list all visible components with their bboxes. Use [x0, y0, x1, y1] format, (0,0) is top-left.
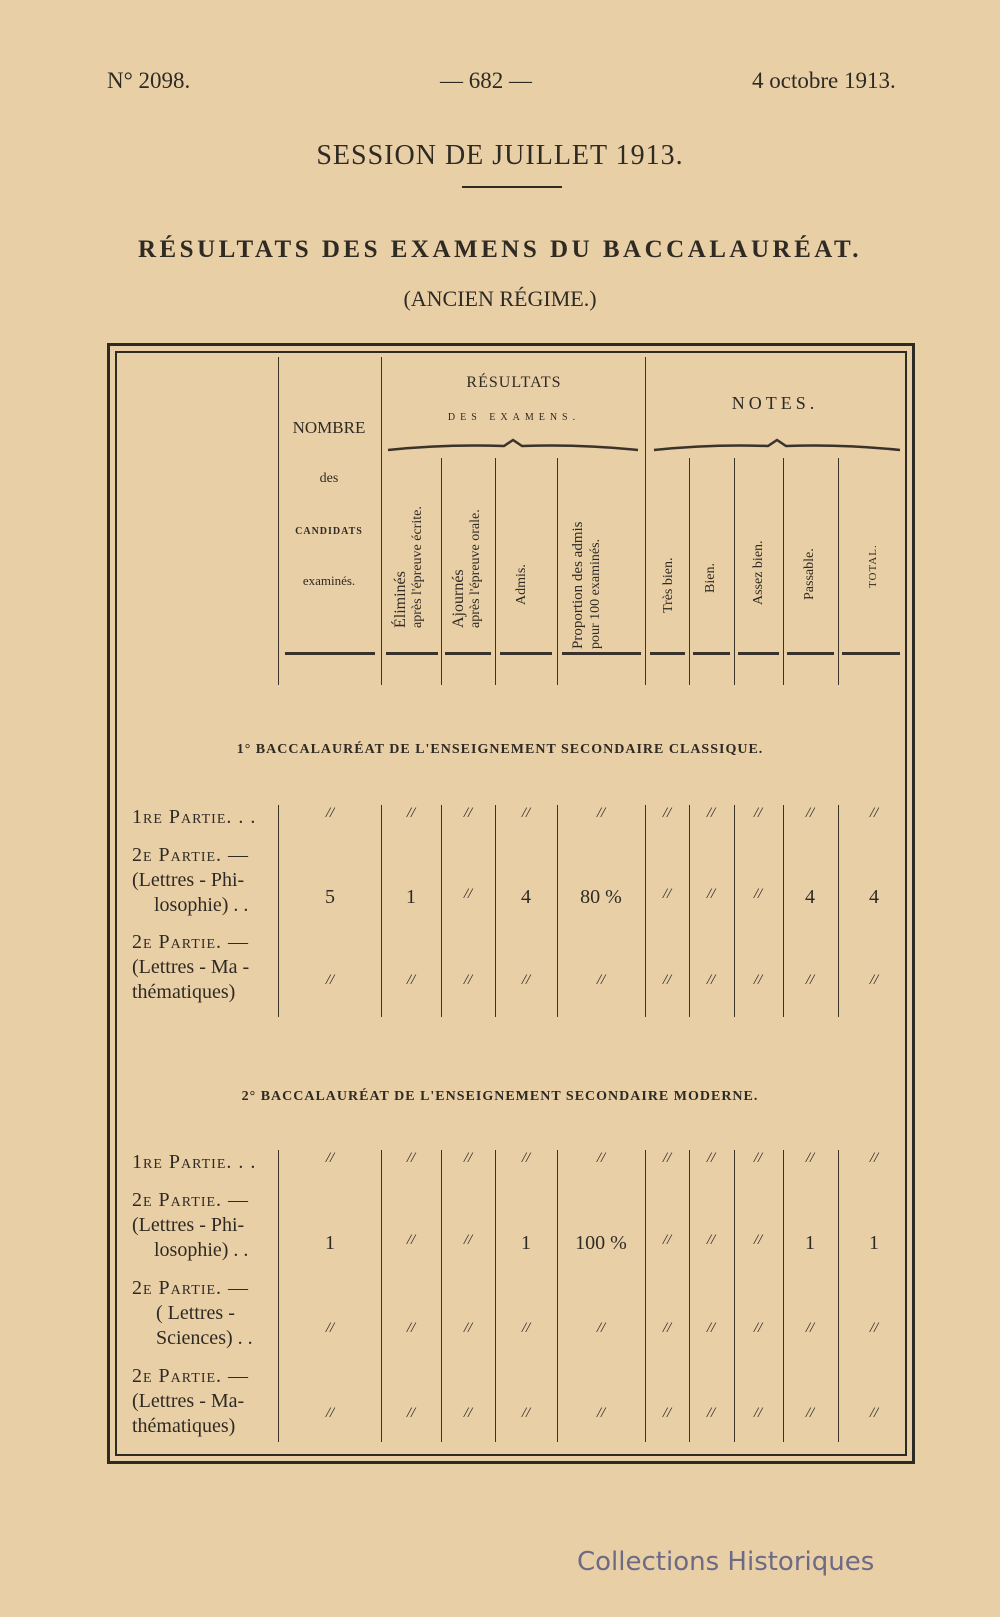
table-cell: //: [706, 1150, 716, 1166]
section-title-classique: 1° BACCALAURÉAT DE L'ENSEIGNEMENT SECONDAIRE CLASSIQUE.: [236, 742, 764, 757]
col-divider: [689, 458, 690, 685]
table-cell: //: [406, 1320, 416, 1336]
table-cell: //: [406, 972, 416, 988]
col-divider: [557, 1150, 558, 1442]
table-cell: //: [706, 805, 716, 821]
header-tres-bien: Très bien.: [661, 557, 676, 613]
table-cell: //: [521, 805, 531, 821]
table-cell: //: [753, 805, 763, 821]
header-assez-bien: Assez bien.: [751, 540, 766, 605]
table-cell: //: [662, 1320, 672, 1336]
col-divider: [441, 1150, 442, 1442]
table-cell: //: [463, 1320, 473, 1336]
col-divider: [557, 805, 558, 1017]
table-cell: //: [753, 972, 763, 988]
col-divider: [783, 458, 784, 685]
table-cell: //: [596, 1405, 606, 1421]
col-divider: [645, 805, 646, 1017]
row-label: 1re Partie. . .: [132, 1151, 257, 1173]
header-total: TOTAL.: [867, 544, 879, 588]
table-cell: //: [463, 805, 473, 821]
table-cell: //: [325, 1320, 335, 1336]
col-divider: [495, 805, 496, 1017]
table-cell: //: [753, 1232, 763, 1248]
col-divider: [495, 458, 496, 685]
header-bien: Bien.: [703, 563, 718, 593]
table-cell: 5: [325, 886, 335, 908]
table-cell: //: [596, 805, 606, 821]
table-cell: 4: [521, 886, 531, 908]
table-cell: //: [869, 1320, 879, 1336]
col-divider: [645, 1150, 646, 1442]
table-cell: //: [753, 1150, 763, 1166]
table-cell: //: [406, 1232, 416, 1248]
col-divider: [278, 1150, 279, 1442]
header-rule: [842, 652, 900, 655]
header-passable: Passable.: [802, 548, 817, 600]
page-subtitle-regime: (ANCIEN RÉGIME.): [403, 286, 597, 311]
header-nombre-des: des: [319, 471, 339, 486]
table-cell: //: [706, 1320, 716, 1336]
table-cell: //: [662, 1150, 672, 1166]
table-cell: //: [521, 1320, 531, 1336]
table-cell: //: [596, 1150, 606, 1166]
header-rule: [650, 652, 685, 655]
header-notes: NOTES.: [731, 393, 819, 413]
table-cell: 100 %: [575, 1232, 627, 1254]
header-rule: [787, 652, 834, 655]
page-number: — 682 —: [440, 68, 532, 93]
col-divider: [381, 357, 382, 685]
col-divider: [838, 458, 839, 685]
col-divider: [734, 1150, 735, 1442]
table-cell: //: [869, 972, 879, 988]
row-label: 2e Partie. — ( Lettres - Sciences) . .: [132, 1277, 253, 1349]
header-proportion: Proportion des admis pour 100 examinés.: [570, 521, 603, 649]
header-ajournes: Ajournés après l'épreuve orale.: [450, 509, 483, 628]
header-rule: [500, 652, 552, 655]
col-divider: [441, 458, 442, 685]
collections-stamp: Collections Historiques: [577, 1547, 875, 1577]
table-cell: //: [406, 1405, 416, 1421]
table-cell: 1: [521, 1232, 531, 1254]
title-rule: [462, 186, 562, 188]
table-cell: //: [596, 972, 606, 988]
table-cell: //: [325, 1405, 335, 1421]
issue-number: N° 2098.: [107, 68, 191, 93]
table-cell: //: [753, 886, 763, 902]
header-rule: [693, 652, 730, 655]
table-cell: //: [706, 886, 716, 902]
header-rule: [386, 652, 438, 655]
table-cell: //: [805, 1320, 815, 1336]
table-cell: //: [706, 972, 716, 988]
table-cell: //: [463, 1150, 473, 1166]
section-title-moderne: 2° BACCALAURÉAT DE L'ENSEIGNEMENT SECONDAIRE MODERNE.: [241, 1089, 759, 1104]
col-divider: [838, 805, 839, 1017]
table-cell: //: [662, 886, 672, 902]
header-nombre-examines: examinés.: [302, 573, 356, 588]
col-divider: [557, 458, 558, 685]
table-cell: //: [325, 972, 335, 988]
table-cell: //: [463, 972, 473, 988]
table-cell: //: [662, 1232, 672, 1248]
col-divider: [381, 1150, 382, 1442]
table-cell: //: [662, 1405, 672, 1421]
table-cell: //: [805, 972, 815, 988]
col-divider: [495, 1150, 496, 1442]
table-cell: //: [463, 1405, 473, 1421]
table-cell: //: [753, 1320, 763, 1336]
col-divider: [734, 458, 735, 685]
header-rule: [562, 652, 641, 655]
row-label: 2e Partie. — (Lettres - Phi- losophie) . .: [132, 844, 250, 916]
table-cell: //: [406, 1150, 416, 1166]
table-cell: //: [706, 1232, 716, 1248]
header-des-examens: DES EXAMENS.: [447, 412, 581, 423]
table-cell: //: [521, 972, 531, 988]
row-label: 1re Partie. . .: [132, 806, 257, 828]
table-cell: //: [325, 1150, 335, 1166]
table-cell: //: [596, 1320, 606, 1336]
table-cell: 80 %: [580, 886, 622, 908]
col-divider: [278, 805, 279, 1017]
table-cell: //: [662, 972, 672, 988]
table-cell: //: [521, 1150, 531, 1166]
table-cell: //: [463, 1232, 473, 1248]
table-cell: //: [706, 1405, 716, 1421]
col-divider: [783, 1150, 784, 1442]
col-divider: [278, 357, 279, 685]
page-title: SESSION DE JUILLET 1913.: [316, 140, 684, 171]
header-elimines: Éliminés après l'épreuve écrite.: [392, 506, 425, 628]
table-cell: //: [753, 1405, 763, 1421]
header-admis: Admis.: [514, 564, 529, 605]
header-rule: [738, 652, 779, 655]
table-cell: //: [406, 805, 416, 821]
header-nombre-candidats: CANDIDATS: [295, 526, 363, 537]
table-cell: //: [521, 1405, 531, 1421]
table-cell: //: [805, 1150, 815, 1166]
table-cell: //: [869, 1150, 879, 1166]
table-cell: //: [805, 805, 815, 821]
table-cell: 1: [406, 886, 416, 908]
header-resultats: RÉSULTATS: [466, 374, 562, 391]
table-cell: //: [805, 1405, 815, 1421]
brace-notes: [652, 438, 902, 454]
table-cell: 1: [869, 1232, 879, 1254]
table-cell: //: [869, 1405, 879, 1421]
table-cell: 1: [805, 1232, 815, 1254]
header-rule: [285, 652, 375, 655]
col-divider: [689, 1150, 690, 1442]
header-rule: [445, 652, 491, 655]
col-divider: [838, 1150, 839, 1442]
row-label: 2e Partie. — (Lettres - Phi- losophie) . .: [132, 1189, 250, 1261]
table-cell: //: [463, 886, 473, 902]
row-label: 2e Partie. — (Lettres - Ma - thématiques): [132, 931, 250, 1003]
table-cell: //: [869, 805, 879, 821]
brace-resultats: [386, 438, 640, 454]
col-divider: [381, 805, 382, 1017]
table-cell: //: [325, 805, 335, 821]
table-cell: 4: [805, 886, 815, 908]
issue-date: 4 octobre 1913.: [752, 68, 896, 93]
row-label: 2e Partie. — (Lettres - Ma- thématiques): [132, 1365, 250, 1437]
header-nombre: NOMBRE: [292, 418, 366, 437]
table-cell: 1: [325, 1232, 335, 1254]
table-cell: //: [662, 805, 672, 821]
page-subtitle: RÉSULTATS DES EXAMENS DU BACCALAURÉAT.: [137, 236, 863, 263]
table-cell: 4: [869, 886, 879, 908]
col-divider: [441, 805, 442, 1017]
